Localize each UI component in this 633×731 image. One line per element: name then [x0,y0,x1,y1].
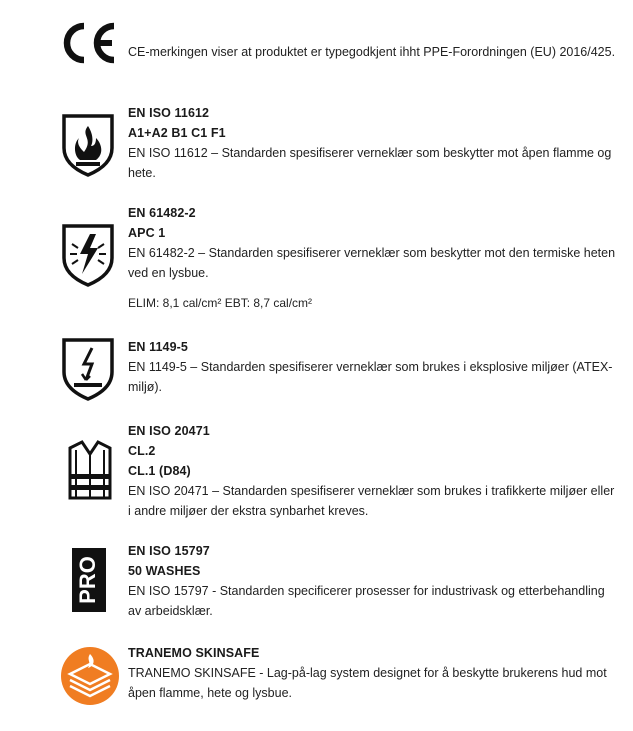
en61482-block [128,203,618,313]
iso11612-subtitle: A1+A2 B1 C1 F1 [128,126,226,140]
iso15797-block [128,541,618,621]
en61482-subtitle: APC 1 [128,226,166,240]
electric-arc-shield-icon [60,222,116,288]
iso20471-block [128,421,618,521]
iso11612-description: EN ISO 11612 – Standarden spesifiserer verneklær som beskytter mot åpen flamme og hete. [128,146,612,180]
skinsafe-logo-icon [58,646,122,706]
iso15797-title: EN ISO 15797 [128,544,210,558]
pro-badge-icon [72,548,106,612]
ce-block [128,42,618,62]
iso20471-class2: CL.2 [128,444,156,458]
antistatic-shield-icon [60,336,116,402]
iso11612-block [128,103,618,183]
skinsafe-title: TRANEMO SKINSAFE [128,646,260,660]
iso20471-title: EN ISO 20471 [128,424,210,438]
skinsafe-block [128,643,618,703]
ce-mark-icon [58,22,120,64]
en1149-block [128,337,618,397]
iso15797-description: EN ISO 15797 - Standarden specificerer prosesser for industrivask og etterbehandling av arbeidsklær. [128,584,605,618]
iso11612-title: EN ISO 11612 [128,106,210,120]
en1149-title: EN 1149-5 [128,340,188,354]
en61482-title: EN 61482-2 [128,206,196,220]
iso20471-description: EN ISO 20471 – Standarden spesifiserer verneklær som brukes i trafikkerte miljøer eller i andre miljøer der ekstra synbarhet kreves. [128,484,615,518]
en61482-arc-values: ELIM: 8,1 cal/cm² EBT: 8,7 cal/cm² [128,296,313,310]
iso15797-subtitle: 50 WASHES [128,564,201,578]
en1149-description: EN 1149-5 – Standarden spesifiserer verneklær som brukes i eksplosive miljøer (ATEX-miljø). [128,360,613,394]
flame-shield-icon [60,112,116,178]
ce-description: CE-merkingen viser at produktet er typegodkjent ihht PPE-Forordningen (EU) 2016/425. [128,45,616,59]
pro-badge-text: PRO [74,556,100,604]
en61482-description: EN 61482-2 – Standarden spesifiserer verneklær som beskytter mot den termiske heten ved en lysbue. [128,246,616,280]
iso20471-class1: CL.1 (D84) [128,464,191,478]
skinsafe-description: TRANEMO SKINSAFE - Lag-på-lag system designet for å beskytte brukerens hud mot åpen flamme, hete og lysbue. [128,666,607,700]
hi-vis-vest-icon [66,440,114,500]
